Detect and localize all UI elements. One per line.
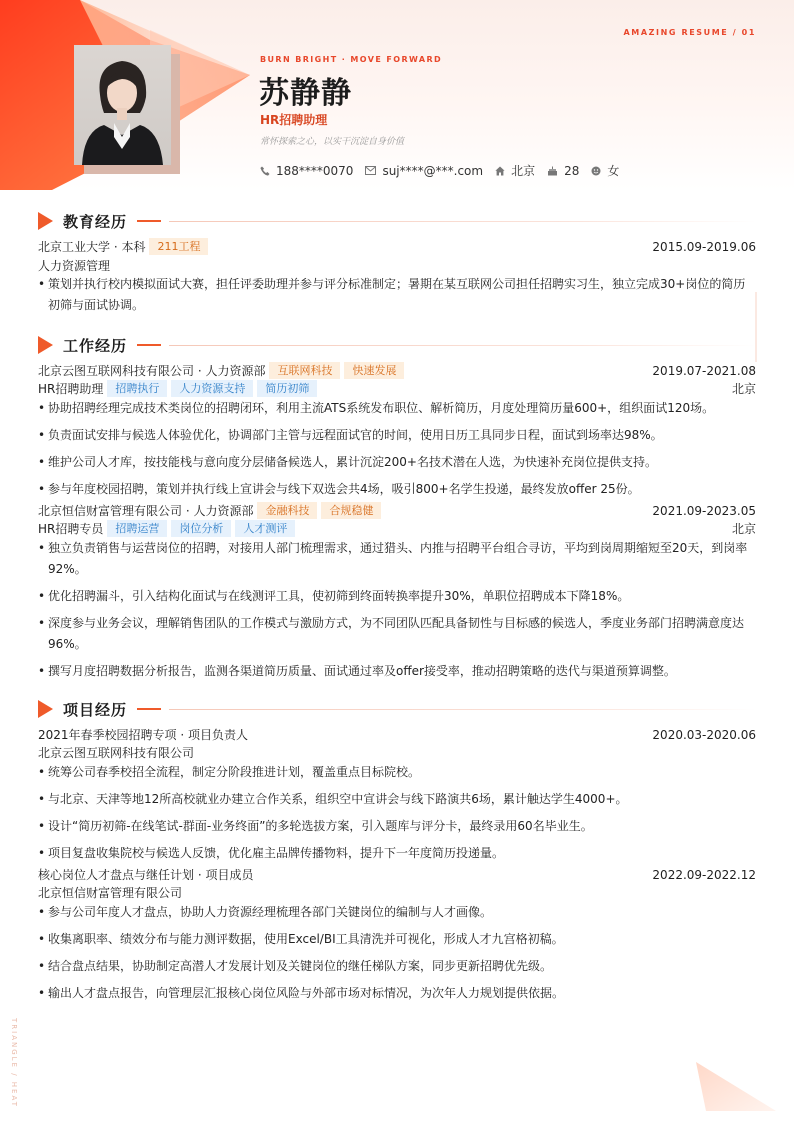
work-entry-header [38,502,756,519]
project-org-line [38,884,756,901]
section-title: 项目经历 [63,700,128,719]
project-bullets [38,902,756,1004]
section-title: 工作经历 [63,336,128,355]
skill-tag: 简历初筛 [257,380,317,397]
major: 人力资源管理 [38,259,111,273]
list-item: • 负责面试安排与候选人体验优化，协调部门主管与远程面试官的时间，使用日历工具同步日程，面试到场率达98%。 [38,425,756,446]
section-title: 教育经历 [63,212,128,231]
school-tag: 211工程 [149,238,208,255]
contact-phone [260,164,353,178]
list-item: • 参与年度校园招聘，策划并执行线上宣讲会与线下双选会共4场，吸引800+名学生投递，最终发放offer 25份。 [38,479,756,500]
project-name: 核心岗位人才盘点与继任计划 · 项目成员 [38,868,254,882]
list-item: • 维护公司人才库，按技能栈与意向度分层储备候选人，累计沉淀200+名技术潜在人选，为快速补充岗位提供支持。 [38,452,756,473]
resume-tag: AMAZING RESUME / 01 [623,28,756,37]
list-item: • 深度参与业务会议，理解销售团队的工作模式与激励方式，为不同团队匹配具备韧性与目标感的候选人，季度业务部门招聘满意度达96%。 [38,613,756,655]
skill-tag: 招聘执行 [107,380,167,397]
role-title: HR招聘专员 [38,522,104,536]
project-bullets [38,762,756,864]
company-tag: 快速发展 [344,362,404,379]
job-title: HR招聘助理 [260,113,328,127]
list-item: • 设计“简历初筛-在线笔试-群面-业务终面”的多轮选拔方案，引入题库与评分卡，最终录用60名毕业生。 [38,816,756,837]
list-item: • 与北京、天津等地12所高校就业办建立合作关系，组织空中宣讲会与线下路演共6场，累计触达学生4000+。 [38,789,756,810]
city-text: 北京 [511,164,536,178]
project-period: 2020.03-2020.06 [652,727,756,742]
work-entry-header [38,362,756,379]
contact-email [365,164,483,178]
education-entry-header [38,238,756,255]
side-watermark: TRIANGLE / HEAT [10,1018,18,1108]
work-location: 北京 [731,382,756,396]
company-tag: 金融科技 [257,502,317,519]
slogan: BURN BRIGHT · MOVE FORWARD [260,55,443,64]
list-item: • 优化招聘漏斗，引入结构化面试与在线测评工具，使初筛到终面转换率提升30%，单职位招聘成本下降18%。 [38,586,756,607]
skill-tag: 人力资源支持 [171,380,253,397]
mail-icon [365,166,376,175]
company-tag: 合规稳健 [321,502,381,519]
project-entry-header [38,866,756,883]
section-dash [137,220,161,222]
company-name: 北京恒信财富管理有限公司 · 人力资源部 [38,504,254,518]
work-role-line [38,520,756,537]
list-item: • 策划并执行校内模拟面试大赛，担任评委助理并参与评分标准制定；暑期在某互联网公司担任招聘实习生，独立完成30+岗位的简历初筛与面试协调。 [38,274,756,316]
project-period: 2022.09-2022.12 [652,867,756,882]
triangle-icon [38,212,53,230]
contact-row [260,162,631,179]
triangle-icon [38,700,53,718]
school-name: 北京工业大学 · 本科 [38,240,146,254]
section-work-header [38,335,756,355]
email-text: suj****@***.com [382,163,484,178]
project-org-line [38,744,756,761]
company-tag: 互联网科技 [269,362,340,379]
phone-icon [260,166,270,176]
work-bullets [38,398,756,500]
list-item: • 统筹公司春季校招全流程，制定分阶段推进计划，覆盖重点目标院校。 [38,762,756,783]
work-period: 2019.07-2021.08 [652,363,756,378]
section-dash [137,344,161,346]
education-bullets [38,274,756,316]
skill-tag: 岗位分析 [171,520,231,537]
skill-tag: 人才测评 [235,520,295,537]
contact-gender [591,162,619,179]
list-item: • 参与公司年度人才盘点，协助人力资源经理梳理各部门关键岗位的编制与人才画像。 [38,902,756,923]
work-location: 北京 [731,522,756,536]
education-period: 2015.09-2019.06 [652,239,756,254]
contact-city [495,162,535,179]
list-item: • 项目复盘收集院校与候选人反馈，优化雇主品牌传播物料，提升下一年度简历投递量。 [38,843,756,864]
candidate-name: 苏静静 [259,76,352,111]
age-text: 28 [564,163,580,178]
phone-text: 188****0070 [276,163,354,178]
list-item: • 结合盘点结果，协助制定高潜人才发展计划及关键岗位的继任梯队方案，同步更新招聘优先级。 [38,956,756,977]
list-item: • 独立负责销售与运营岗位的招聘，对接用人部门梳理需求，通过猎头、内推与招聘平台组合寻访，平均到岗周期缩短至20天，到岗率92%。 [38,538,756,580]
gender-text: 女 [607,164,620,178]
project-name: 2021年春季校园招聘专项 · 项目负责人 [38,728,248,742]
motto: 常怀探索之心，以实干沉淀自身价值 [260,137,405,147]
role-title: HR招聘助理 [38,382,104,396]
section-divider [169,221,756,222]
project-org: 北京恒信财富管理有限公司 [38,886,183,900]
project-entry-header [38,726,756,743]
skill-tag: 招聘运营 [107,520,167,537]
section-divider [169,345,756,346]
section-divider [169,709,756,710]
work-role-line [38,380,756,397]
work-period: 2021.09-2023.05 [652,503,756,518]
cake-icon [547,166,558,176]
list-item: • 撰写月度招聘数据分析报告，监测各渠道简历质量、面试通过率及offer接受率，推动招聘策略的迭代与渠道预算调整。 [38,661,756,682]
section-education-header [38,211,756,231]
home-icon [495,166,505,176]
triangle-icon [38,336,53,354]
list-item: • 输出人才盘点报告，向管理层汇报核心岗位风险与外部市场对标情况，为次年人力规划提供依据。 [38,983,756,1004]
project-org: 北京云图互联网科技有限公司 [38,746,195,760]
education-major-line [38,257,756,274]
section-dash [137,708,161,710]
smile-icon [591,166,601,176]
contact-age [547,164,579,178]
list-item: • 协助招聘经理完成技术类岗位的招聘闭环，利用主流ATS系统发布职位、解析简历，月度处理简历量600+，组织面试120场。 [38,398,756,419]
section-projects-header [38,699,756,719]
company-name: 北京云图互联网科技有限公司 · 人力资源部 [38,364,266,378]
work-bullets [38,538,756,682]
list-item: • 收集离职率、绩效分布与能力测评数据，使用Excel/BI工具清洗并可视化，形成人才九宫格初稿。 [38,929,756,950]
profile-photo [74,45,171,165]
